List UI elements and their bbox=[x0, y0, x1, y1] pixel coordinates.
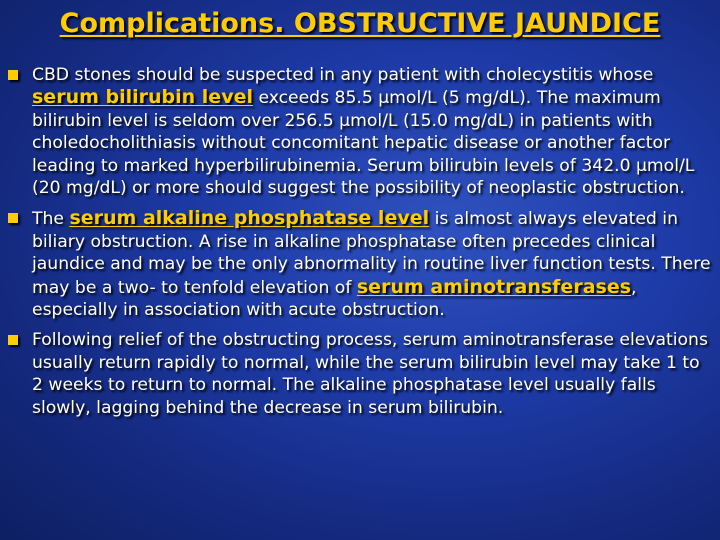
bullet-item-alkaline-phosphatase bbox=[0, 207, 720, 321]
bullet-square-icon bbox=[8, 335, 18, 345]
bullet-text: , especially in association with acute obstruction. bbox=[32, 277, 637, 321]
bullet-square-icon bbox=[8, 213, 18, 223]
bullet-text: is almost always elevated in biliary obstruction. A rise in alkaline phosphatase often precedes clinical jaundice and may be the only abnormality in routine liver function tests. There may be a two- to tenfold elevation of bbox=[32, 209, 711, 298]
bullet-text: Following relief of the obstructing process, serum aminotransferase elevations usually return rapidly to normal, while the serum bilirubin level may take 1 to 2 weeks to return to normal. The alkaline phosphatase level usually falls slowly, lagging behind the decrease in serum bilirubin. bbox=[32, 330, 708, 418]
highlight-serum-alkaline-phosphatase: serum alkaline phosphatase level bbox=[69, 207, 430, 230]
bullet-list bbox=[0, 64, 720, 427]
bullet-text: CBD stones should be suspected in any patient with cholecystitis whose bbox=[32, 65, 654, 85]
bullet-item-relief bbox=[0, 329, 720, 419]
bullet-square-icon bbox=[8, 70, 18, 80]
bullet-text: exceeds 85.5 µmol/L (5 mg/dL). The maximum bilirubin level is seldom over 256.5 µmol/L (15.0 mg/dL) in patients with choledocholithiasis without concomitant hepatic disease or another factor leading to marked hyperbilirubinemia. Serum bilirubin levels of 342.0 µmol/L (20 mg/dL) or more should suggest the possibility of neoplastic obstruction. bbox=[32, 88, 695, 199]
highlight-serum-aminotransferases: serum aminotransferases bbox=[356, 275, 632, 298]
highlight-serum-bilirubin: serum bilirubin level bbox=[32, 86, 253, 109]
bullet-item-bilirubin bbox=[0, 64, 720, 199]
bullet-text: The bbox=[32, 209, 70, 230]
slide-title: Complications. OBSTRUCTIVE JAUNDICE bbox=[59, 8, 661, 39]
